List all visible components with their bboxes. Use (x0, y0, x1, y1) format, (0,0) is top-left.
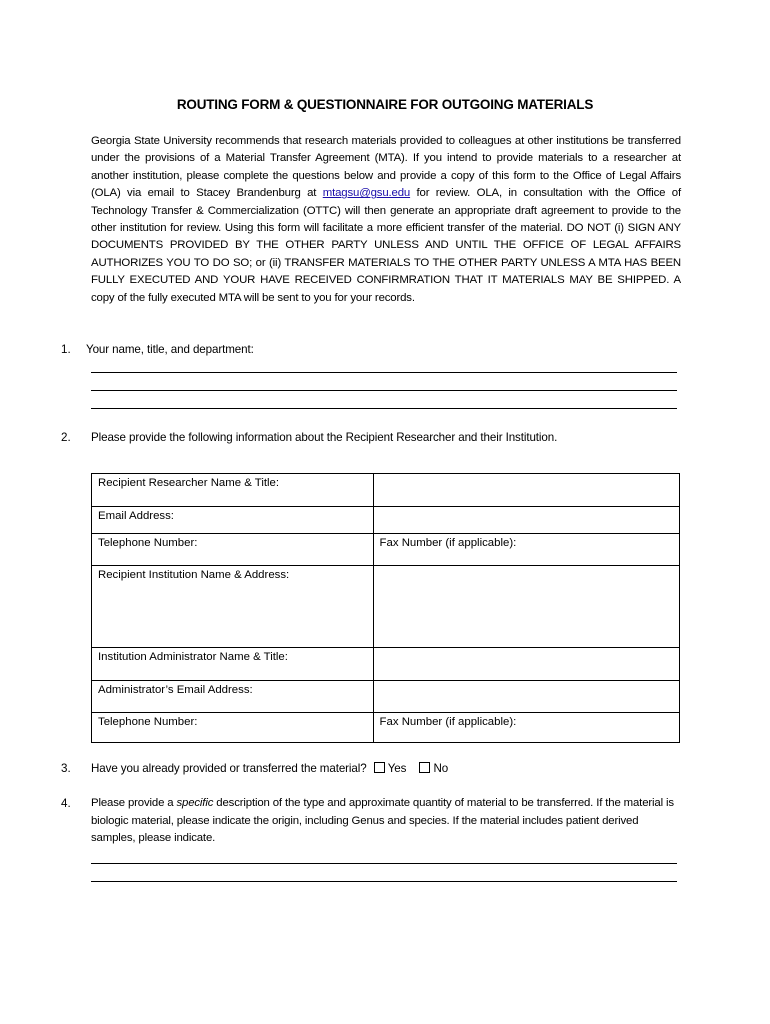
admin-email-label: Administrator’s Email Address: (92, 681, 374, 713)
yes-checkbox[interactable] (374, 762, 385, 773)
admin-name-label: Institution Administrator Name & Title: (92, 648, 374, 681)
question-2-label: Please provide the following information about the Recipient Researcher and their Institution. (91, 431, 558, 444)
recipient-name-field[interactable] (373, 474, 679, 507)
telephone-label: Telephone Number: (92, 534, 374, 566)
answer-line-1c[interactable] (91, 408, 677, 409)
yes-label: Yes (387, 762, 407, 775)
question-4-number: 4. (61, 797, 71, 810)
question-4-text (91, 795, 681, 848)
question-4-text-start: Please provide a (91, 797, 177, 809)
institution-field[interactable] (373, 566, 679, 648)
answer-line-1b[interactable] (91, 390, 677, 391)
question-3-label: Have you already provided or transferred the material? (91, 762, 367, 775)
admin-telephone-label: Telephone Number: (92, 713, 374, 743)
admin-fax-label[interactable]: Fax Number (if applicable): (373, 713, 679, 743)
question-4-text-end: description of the type and approximate quantity of material to be transferred. If the material is biologic material, please indicate the origin, including Genus and species. If the material includes patient derived samples, please indicate. (91, 797, 674, 845)
question-1-number: 1. (61, 343, 71, 356)
form-title: ROUTING FORM & QUESTIONNAIRE FOR OUTGOING MATERIALS (176, 97, 594, 112)
fax-label[interactable]: Fax Number (if applicable): (373, 534, 679, 566)
no-label: No (433, 762, 449, 775)
intro-text-before-link: Georgia State University recommends that research materials provided to colleagues at other institutions be transferred under the provisions of a Material Transfer Agreement (MTA). If you intend to provide materials to a researcher at another institution, please complete the questions below and provide a copy of this form to the Office of Legal Affairs (OLA) via email to Stacey Brandenburg at (91, 135, 681, 200)
question-4-emphasis: specific (176, 797, 214, 809)
intro-text-after-link: for review. OLA, in consultation with the Office of Technology Transfer & Commercialization (OTTC) will then generate an appropriate draft agreement to provide to the other institution for review. Using this form will facilitate a more efficient transfer of the material. DO NOT (i) SIGN ANY DOCUMENTS PROVIDED BY THE OTHER PARTY UNLESS AND UNTIL THE OFFICE OF LEGAL AFFAIRS AUTHORIZES YOU TO DO SO; or (ii) TRANSFER MATERIALS TO THE OTHER PARTY UNLESS A MTA HAS BEEN FULLY EXECUTED AND YOUR HAVE RECEIVED CONFIRMRATION THAT IT MATERIALS MAY BE SHIPPED. A copy of the fully executed MTA will be sent to you for your records. (91, 187, 681, 304)
answer-line-4b[interactable] (91, 881, 677, 882)
question-3-number: 3. (61, 762, 71, 775)
institution-label: Recipient Institution Name & Address: (92, 566, 374, 648)
admin-name-field[interactable] (373, 648, 679, 681)
intro-paragraph (91, 133, 681, 307)
answer-line-1a[interactable] (91, 372, 677, 373)
question-2-number: 2. (61, 431, 71, 444)
question-3-row (91, 762, 448, 775)
email-link[interactable]: mtagsu@gsu.edu (322, 187, 411, 200)
no-checkbox[interactable] (419, 762, 430, 773)
recipient-name-label: Recipient Researcher Name & Title: (92, 474, 374, 507)
email-label: Email Address: (92, 507, 374, 534)
answer-line-4a[interactable] (91, 863, 677, 864)
admin-email-field[interactable] (373, 681, 679, 713)
email-field[interactable] (373, 507, 679, 534)
question-1-label: Your name, title, and department: (86, 343, 254, 356)
recipient-info-table (91, 473, 680, 743)
